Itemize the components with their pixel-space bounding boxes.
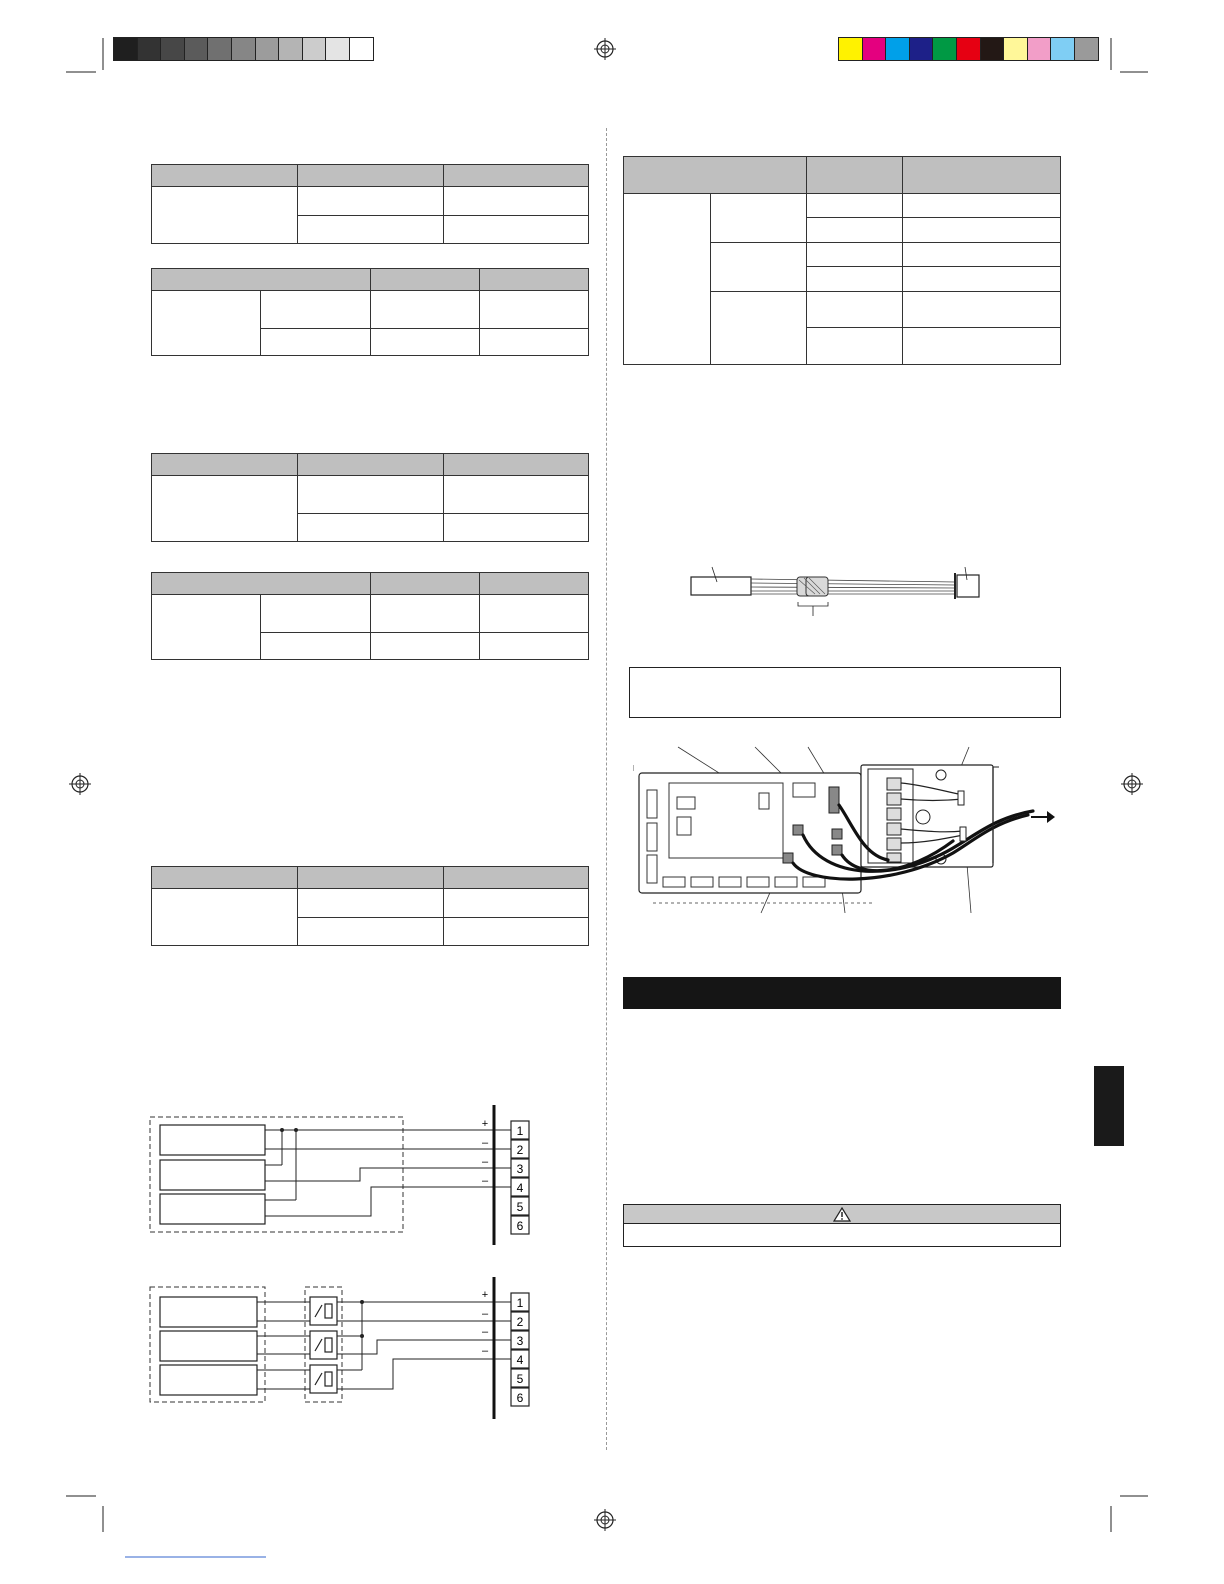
connector-plug [957,575,979,597]
terminal-number: 6 [516,1219,524,1233]
wiring-diagram-1 [145,1105,545,1250]
connector [793,825,803,835]
terminal-number: 3 [516,1334,524,1348]
terminal-number: 3 [516,1162,524,1176]
terminal-number: 5 [516,1372,524,1386]
device-block-1 [160,1125,265,1155]
terminal-housing [861,765,993,867]
sign-label: – [481,1326,489,1338]
device-block-3 [160,1365,257,1395]
arrow-icon [1047,811,1055,823]
warning-box [623,1204,1061,1247]
warning-header [624,1205,1060,1224]
cable-illustration [685,560,990,620]
pcb-board [639,773,861,893]
spec-table-6 [623,156,1061,365]
spec-table-2 [151,268,589,356]
terminal-number: 2 [516,1143,524,1157]
spec-table-1 [151,164,589,244]
terminal-number: 1 [516,1296,524,1310]
terminal-number: 5 [516,1200,524,1214]
sign-label: – [481,1345,489,1357]
connector [783,853,793,863]
sign-label: – [481,1137,489,1149]
sign-label: – [481,1175,489,1187]
connector [832,829,842,839]
terminal-number: 1 [516,1124,524,1138]
sign-label: – [481,1308,489,1320]
column-divider [606,128,607,1450]
warning-triangle-icon [833,1207,851,1222]
device-block-1 [160,1297,257,1327]
connector [829,787,839,813]
sign-label: + [481,1118,489,1130]
connector [832,845,842,855]
spec-table-4 [151,572,589,660]
spec-table-5 [151,866,589,946]
relay-icon [310,1297,337,1393]
wiring-diagram-2 [145,1277,545,1422]
section-heading-band [623,977,1061,1009]
terminal-block [495,1121,529,1234]
device-block-3 [160,1194,265,1224]
terminal-number: 6 [516,1391,524,1405]
terminal-number: 4 [516,1353,524,1367]
device-block-2 [160,1160,265,1190]
cable-sheath [691,577,751,595]
note-box [629,667,1061,718]
spec-table-3 [151,453,589,542]
sign-label: + [481,1289,489,1301]
terminal-number: 2 [516,1315,524,1329]
terminal-block [495,1293,529,1406]
pcb-wiring-illustration [633,745,1058,915]
terminal-number: 4 [516,1181,524,1195]
side-index-tab [1094,1066,1124,1146]
device-block-2 [160,1331,257,1361]
sign-label: – [481,1156,489,1168]
